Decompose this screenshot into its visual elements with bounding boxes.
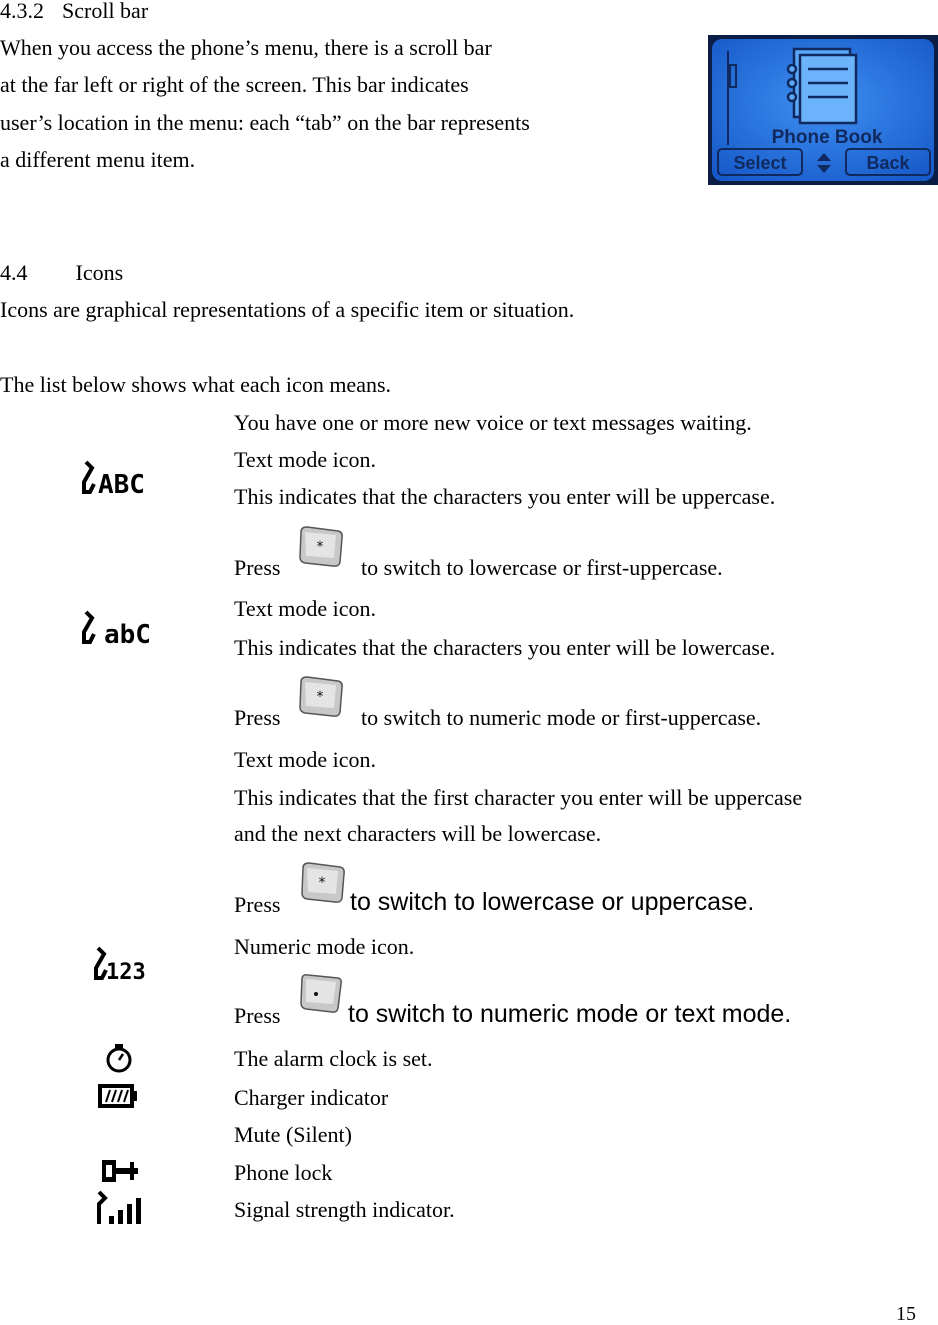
uppercase-text-mode-icon	[80, 458, 146, 498]
first-upper-press-action: to switch to lowercase or uppercase.	[350, 888, 755, 916]
svg-text:*: *	[316, 689, 324, 705]
uppercase-title: Text mode icon.	[234, 447, 377, 472]
signal-strength-icon	[94, 1190, 142, 1226]
list-intro: The list below shows what each icon means.	[0, 372, 392, 397]
star-key-icon	[296, 524, 346, 570]
paragraph-line: at the far left or right of the screen. This bar indicates	[0, 72, 469, 97]
back-softkey[interactable]: Back	[866, 153, 910, 173]
lock-description: Phone lock	[234, 1160, 333, 1185]
paragraph-line: user’s location in the menu: each “tab” on the bar represents	[0, 110, 530, 135]
first-upper-description-2: and the next characters will be lowercase.	[234, 821, 602, 846]
phone-screen-illustration	[708, 35, 938, 185]
battery-charger-icon	[96, 1081, 138, 1111]
section-heading-44	[0, 260, 123, 286]
uppercase-press-label: Press	[234, 555, 281, 580]
charger-description: Charger indicator	[234, 1085, 389, 1110]
svg-text:*: *	[318, 875, 326, 891]
phone-book-icon	[788, 49, 856, 123]
uppercase-press-action: to switch to lowercase or first-uppercase.	[361, 555, 723, 580]
screen-title: Phone Book	[771, 127, 883, 148]
key-lock-icon	[100, 1156, 140, 1186]
heading-title: Scroll bar	[62, 0, 149, 23]
heading-number: 4.4	[0, 260, 28, 285]
star-key-icon	[298, 860, 348, 906]
select-softkey[interactable]: Select	[733, 153, 787, 173]
numeric-icon-label: 123	[106, 960, 146, 985]
svg-text:*: *	[316, 539, 324, 555]
heading-title: Icons	[75, 260, 124, 285]
paragraph-line: a different menu item.	[0, 147, 196, 172]
uppercase-icon-label: ABC	[98, 470, 145, 500]
heading-number: 4.3.2	[0, 0, 44, 23]
numeric-press-action: to switch to numeric mode or text mode.	[348, 1000, 792, 1028]
new-message-description: You have one or more new voice or text messages waiting.	[234, 410, 752, 435]
page-number: 15	[896, 1303, 916, 1325]
alarm-description: The alarm clock is set.	[234, 1046, 433, 1071]
first-upper-description-1: This indicates that the first character you enter will be uppercase	[234, 785, 803, 810]
paragraph-line: When you access the phone’s menu, there is a scroll bar	[0, 35, 492, 60]
numeric-press-label: Press	[234, 1003, 281, 1028]
icons-intro: Icons are graphical representations of a specific item or situation.	[0, 297, 575, 322]
lowercase-description: This indicates that the characters you enter will be lowercase.	[234, 635, 776, 660]
lowercase-icon-label: abC	[104, 620, 151, 650]
alarm-clock-icon	[104, 1043, 134, 1073]
lowercase-title: Text mode icon.	[234, 596, 377, 621]
numeric-title: Numeric mode icon.	[234, 934, 415, 959]
lowercase-press-label: Press	[234, 705, 281, 730]
first-upper-press-label: Press	[234, 892, 281, 917]
first-upper-title: Text mode icon.	[234, 747, 377, 772]
star-key-icon	[296, 674, 346, 720]
uppercase-description: This indicates that the characters you enter will be uppercase.	[234, 484, 776, 509]
numeric-mode-icon	[92, 944, 146, 985]
signal-description: Signal strength indicator.	[234, 1197, 455, 1222]
lowercase-text-mode-icon	[80, 608, 152, 648]
hash-key-icon	[296, 972, 346, 1018]
section-heading-432	[0, 0, 148, 24]
mute-description: Mute (Silent)	[234, 1122, 352, 1147]
lowercase-press-action: to switch to numeric mode or first-uppercase.	[361, 705, 762, 730]
